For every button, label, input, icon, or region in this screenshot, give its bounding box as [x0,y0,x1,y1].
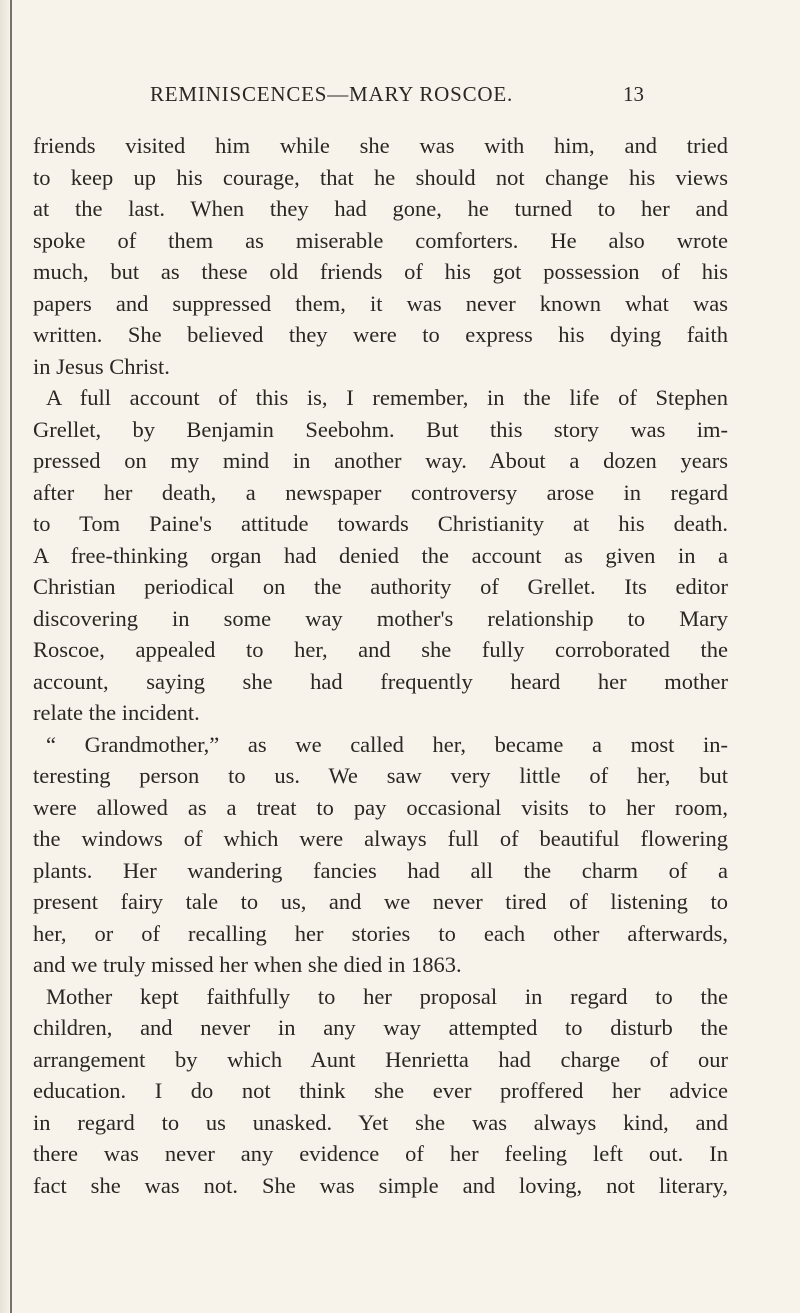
text-line: papers and suppressed them, it was never known what was [33,290,728,316]
text-line: account, saying she had frequently heard her mother [33,668,728,694]
body-text [33,130,728,1201]
text-line: written. She believed they were to express his dying faith [33,322,728,347]
page-header [0,82,800,112]
text-line: much, but as these old friends of his got possession of his [33,259,728,284]
paragraph-start-line: Mother kept faithfully to her proposal in regard to the [46,983,728,1009]
running-title: REMINISCENCES—MARY ROSCOE. [150,82,514,106]
text-line: present fairy tale to us, and we never tired of listening to [33,889,728,914]
text-line: Christian periodical on the authority of Grellet. Its editor [33,574,728,599]
text-line: spoke of them as miserable comforters. He also wrote [33,227,728,253]
page-edge [0,0,9,1313]
text-line: in Jesus Christ. [33,353,170,379]
text-line: were allowed as a treat to pay occasional visits to her room, [33,794,728,820]
paragraph-start-line: A full account of this is, I remember, in the life of Stephen [46,385,728,410]
text-line: there was never any evidence of her feeling left out. In [33,1141,728,1166]
text-line: discovering in some way mother's relationship to Mary [33,605,728,631]
text-line: A free-thinking organ had denied the account as given in a [33,542,728,568]
text-line: relate the incident. [33,700,200,725]
page-number: 13 [623,82,644,106]
text-line: children, and never in any way attempted to disturb the [33,1015,728,1040]
text-line: after her death, a newspaper controversy arose in regard [33,479,728,505]
text-line: plants. Her wandering fancies had all the charm of a [33,857,728,883]
text-line: Grellet, by Benjamin Seebohm. But this story was im- [33,416,728,442]
text-line: and we truly missed her when she died in 1863. [33,952,462,977]
binding-edge-line [10,0,12,1313]
text-line: to Tom Paine's attitude towards Christianity at his death. [33,511,728,536]
text-line: to keep up his courage, that he should not change his views [33,164,728,190]
text-line: at the last. When they had gone, he turned to her and [33,196,728,221]
text-line: in regard to us unasked. Yet she was always kind, and [33,1109,728,1135]
text-line: friends visited him while she was with him, and tried [33,133,728,158]
text-line: teresting person to us. We saw very little of her, but [33,763,728,788]
text-line: arrangement by which Aunt Henrietta had charge of our [33,1046,728,1072]
text-line: Roscoe, appealed to her, and she fully corroborated the [33,637,728,662]
text-line: fact she was not. She was simple and loving, not literary, [33,1172,728,1198]
text-line: her, or of recalling her stories to each other afterwards, [33,920,728,946]
text-line: pressed on my mind in another way. About a dozen years [33,448,728,473]
text-line: the windows of which were always full of beautiful flowering [33,826,728,851]
text-line: education. I do not think she ever proffered her advice [33,1078,728,1103]
paragraph-start-line: “ Grandmother,” as we called her, became a most in- [46,731,728,757]
